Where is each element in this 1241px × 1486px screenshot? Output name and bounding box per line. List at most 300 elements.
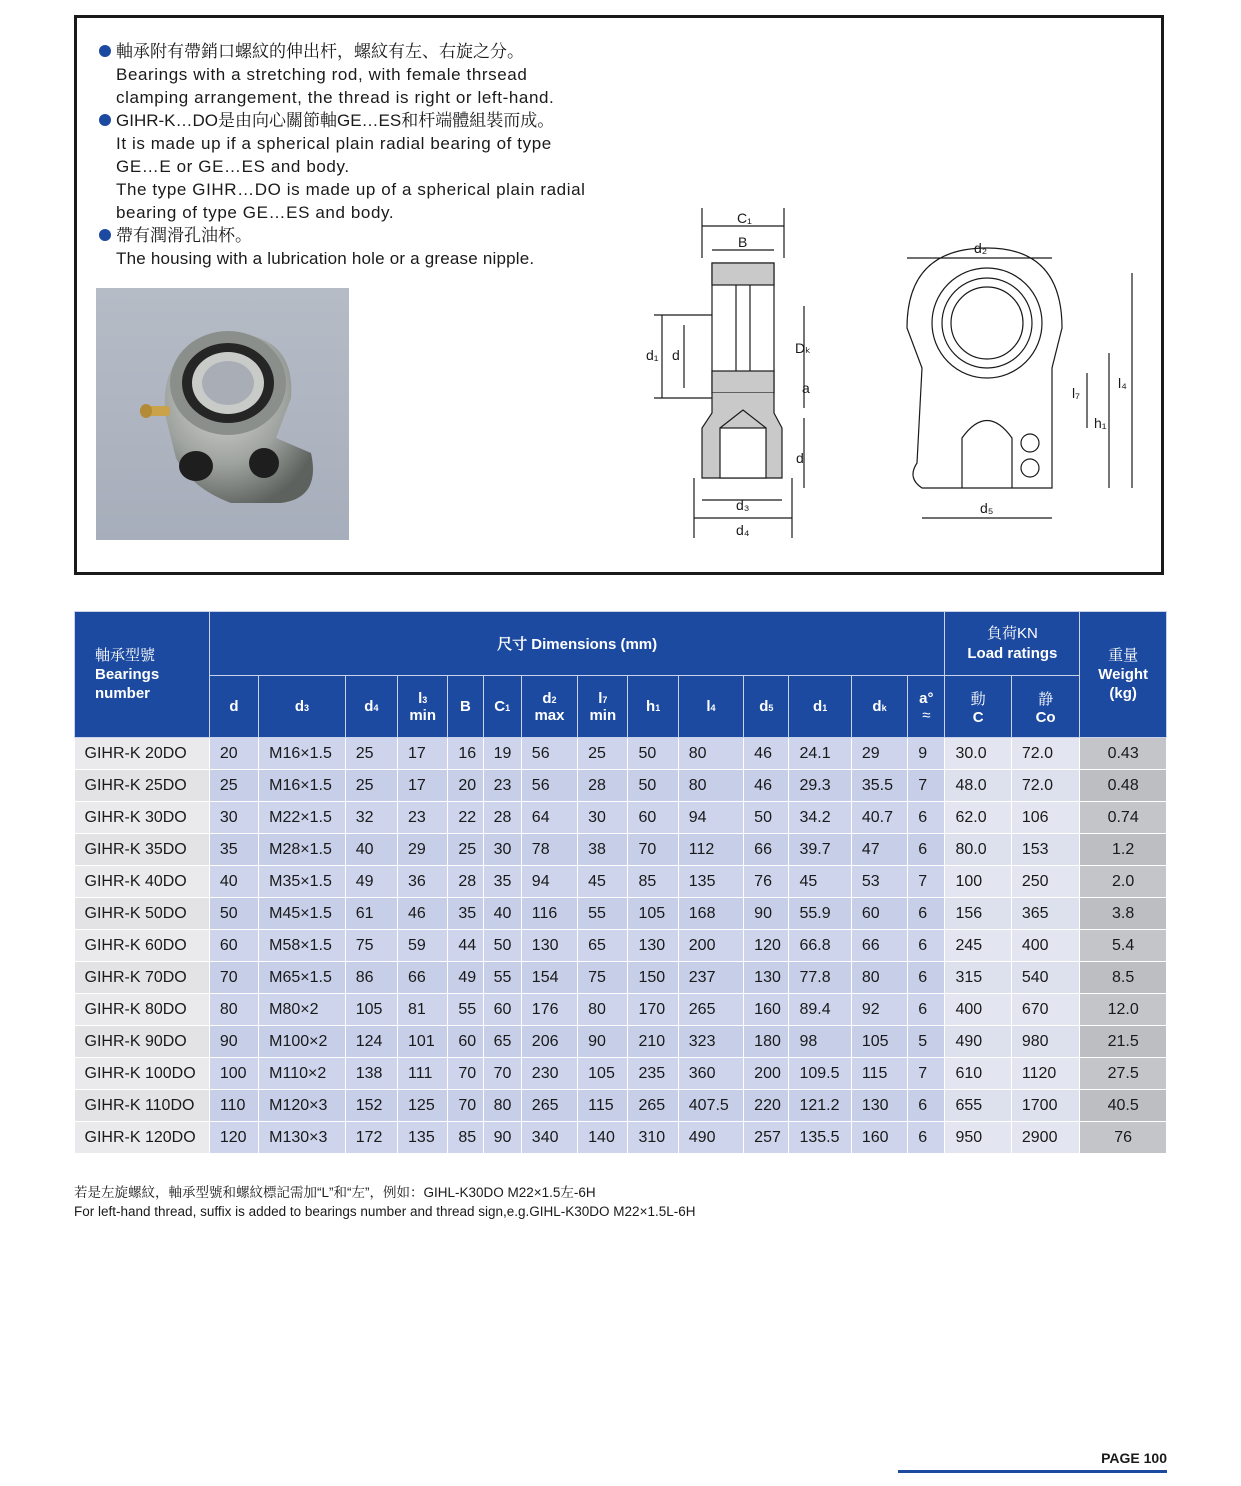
table-cell: 32 — [345, 802, 397, 834]
table-cell: 45 — [578, 866, 628, 898]
table-cell: 61 — [345, 898, 397, 930]
table-cell: M100×2 — [259, 1026, 346, 1058]
table-cell: 77.8 — [789, 962, 851, 994]
table-row — [75, 802, 1167, 834]
table-cell: 121.2 — [789, 1090, 851, 1122]
table-cell: 153 — [1011, 834, 1079, 866]
table-cell: 29 — [851, 738, 907, 770]
table-body — [75, 738, 1167, 1154]
table-cell: 28 — [483, 802, 521, 834]
table-cell: 237 — [678, 962, 743, 994]
table-cell: 135 — [398, 1122, 448, 1154]
table-cell: 65 — [578, 930, 628, 962]
table-cell: 100 — [209, 1058, 258, 1090]
table-cell: 60 — [851, 898, 907, 930]
table-cell: 50 — [483, 930, 521, 962]
table-cell: 55.9 — [789, 898, 851, 930]
table-row — [75, 962, 1167, 994]
col-h1: h1 — [628, 676, 678, 738]
label-d5: d₅ — [980, 500, 994, 516]
table-cell: 154 — [521, 962, 577, 994]
table-cell: 340 — [521, 1122, 577, 1154]
table-cell: 105 — [628, 898, 678, 930]
table-cell: 120 — [744, 930, 789, 962]
bullet-2-en-line1: It is made up if a spherical plain radial bearing of type — [116, 134, 552, 153]
table-cell: 220 — [744, 1090, 789, 1122]
table-cell: 50 — [744, 802, 789, 834]
table-cell: GIHR-K 90DO — [75, 1026, 210, 1058]
table-cell: 40.7 — [851, 802, 907, 834]
table-cell: 23 — [483, 770, 521, 802]
table-cell: 7 — [908, 1058, 945, 1090]
table-cell: 980 — [1011, 1026, 1079, 1058]
table-cell: 34.2 — [789, 802, 851, 834]
table-cell: 76 — [1080, 1122, 1167, 1154]
table-cell: 5.4 — [1080, 930, 1167, 962]
table-cell: 25 — [578, 738, 628, 770]
table-cell: 30 — [483, 834, 521, 866]
table-cell: 257 — [744, 1122, 789, 1154]
table-cell: M45×1.5 — [259, 898, 346, 930]
bullet-2 — [99, 109, 619, 132]
intro-text — [99, 40, 619, 270]
table-cell: 106 — [1011, 802, 1079, 834]
table-cell: 130 — [851, 1090, 907, 1122]
bullet-2-en-line3: The type GIHR…DO is made up of a spherical plain radial — [116, 180, 586, 199]
table-cell: 152 — [345, 1090, 397, 1122]
bullet-dot-icon — [99, 45, 111, 57]
table-cell: 62.0 — [945, 802, 1011, 834]
table-cell: 80 — [209, 994, 258, 1026]
table-cell: 490 — [678, 1122, 743, 1154]
col-d1: d1 — [789, 676, 851, 738]
table-cell: 49 — [448, 962, 483, 994]
table-cell: 49 — [345, 866, 397, 898]
bullet-2-en-line4: bearing of type GE…ES and body. — [116, 203, 395, 222]
table-cell: 6 — [908, 802, 945, 834]
table-cell: M58×1.5 — [259, 930, 346, 962]
label-a: a — [802, 380, 810, 396]
table-cell: 950 — [945, 1122, 1011, 1154]
technical-drawing — [632, 188, 1152, 558]
table-cell: 75 — [345, 930, 397, 962]
col-d2: d2 max — [521, 676, 577, 738]
col-d: d — [209, 676, 258, 738]
col-dynamic: 動 C — [945, 676, 1011, 738]
table-cell: 235 — [628, 1058, 678, 1090]
table-cell: 0.43 — [1080, 738, 1167, 770]
table-cell: 25 — [345, 770, 397, 802]
table-cell: 200 — [678, 930, 743, 962]
table-cell: 200 — [744, 1058, 789, 1090]
table-cell: 85 — [448, 1122, 483, 1154]
table-cell: 101 — [398, 1026, 448, 1058]
table-cell: 111 — [398, 1058, 448, 1090]
table-cell: 655 — [945, 1090, 1011, 1122]
table-cell: 45 — [789, 866, 851, 898]
table-cell: GIHR-K 70DO — [75, 962, 210, 994]
table-cell: 210 — [628, 1026, 678, 1058]
bullet-3-cn: 帶有潤滑孔油杯。 — [116, 226, 252, 245]
table-cell: 130 — [521, 930, 577, 962]
table-cell: 27.5 — [1080, 1058, 1167, 1090]
table-cell: 28 — [448, 866, 483, 898]
header-load — [945, 612, 1080, 676]
table-cell: 60 — [483, 994, 521, 1026]
table-cell: 94 — [678, 802, 743, 834]
table-cell: 53 — [851, 866, 907, 898]
table-cell: 20 — [448, 770, 483, 802]
table-row — [75, 866, 1167, 898]
table-cell: 138 — [345, 1058, 397, 1090]
table-cell: 66 — [398, 962, 448, 994]
table-row — [75, 1122, 1167, 1154]
table-cell: 130 — [628, 930, 678, 962]
table-cell: 94 — [521, 866, 577, 898]
bullet-2-cn: GIHR-K…DO是由向心關節軸GE…ES和杆端體組裝而成。 — [116, 111, 555, 130]
table-cell: 80 — [483, 1090, 521, 1122]
table-cell: 47 — [851, 834, 907, 866]
label-d1: d₁ — [646, 347, 659, 363]
label-b: B — [738, 234, 748, 250]
table-cell: 245 — [945, 930, 1011, 962]
table-cell: 50 — [628, 738, 678, 770]
bullet-3 — [99, 224, 619, 247]
label-l7: l₇ — [1072, 385, 1080, 401]
table-cell: 48.0 — [945, 770, 1011, 802]
table-cell: GIHR-K 120DO — [75, 1122, 210, 1154]
table-cell: 130 — [744, 962, 789, 994]
table-cell: 12.0 — [1080, 994, 1167, 1026]
table-cell: 407.5 — [678, 1090, 743, 1122]
table-cell: 400 — [1011, 930, 1079, 962]
table-cell: 46 — [744, 738, 789, 770]
table-cell: 265 — [521, 1090, 577, 1122]
table-cell: 86 — [345, 962, 397, 994]
col-d5: d5 — [744, 676, 789, 738]
table-cell: GIHR-K 80DO — [75, 994, 210, 1026]
table-cell: 50 — [628, 770, 678, 802]
header-load-cn: 負荷KN — [986, 624, 1038, 642]
table-cell: 40 — [483, 898, 521, 930]
table-cell: M16×1.5 — [259, 738, 346, 770]
table-cell: 35 — [209, 834, 258, 866]
table-cell: 100 — [945, 866, 1011, 898]
table-cell: 30 — [209, 802, 258, 834]
table-cell: 40 — [345, 834, 397, 866]
col-static: 静 Co — [1011, 676, 1079, 738]
label-d2: d₂ — [974, 240, 988, 256]
table-cell: 25 — [345, 738, 397, 770]
table-cell: 172 — [345, 1122, 397, 1154]
table-cell: 323 — [678, 1026, 743, 1058]
table-cell: 540 — [1011, 962, 1079, 994]
table-cell: 60 — [209, 930, 258, 962]
table-row — [75, 1026, 1167, 1058]
table-cell: 125 — [398, 1090, 448, 1122]
table-cell: M80×2 — [259, 994, 346, 1026]
table-cell: 60 — [448, 1026, 483, 1058]
table-cell: 70 — [209, 962, 258, 994]
table-cell: 180 — [744, 1026, 789, 1058]
table-cell: 70 — [483, 1058, 521, 1090]
col-dk: dk — [851, 676, 907, 738]
table-cell: 6 — [908, 962, 945, 994]
table-cell: 38 — [578, 834, 628, 866]
table-cell: 0.74 — [1080, 802, 1167, 834]
header-model-cn: 軸承型號 — [95, 647, 156, 664]
col-a: a° ≈ — [908, 676, 945, 738]
table-cell: 70 — [628, 834, 678, 866]
table-cell: 360 — [678, 1058, 743, 1090]
table-cell: GIHR-K 100DO — [75, 1058, 210, 1090]
table-cell: 6 — [908, 994, 945, 1026]
table-cell: 116 — [521, 898, 577, 930]
table-cell: 64 — [521, 802, 577, 834]
bullet-3-en: The housing with a lubrication hole or a grease nipple. — [116, 249, 535, 268]
table-cell: 85 — [628, 866, 678, 898]
table-cell: 90 — [209, 1026, 258, 1058]
table-cell: 120 — [209, 1122, 258, 1154]
table-cell: 115 — [851, 1058, 907, 1090]
table-cell: 176 — [521, 994, 577, 1026]
table-row — [75, 1090, 1167, 1122]
product-info-box — [74, 15, 1164, 575]
spec-table — [74, 611, 1167, 1154]
table-cell: 72.0 — [1011, 770, 1079, 802]
footnote-cn: 若是左旋螺紋，軸承型號和螺紋標記需加“L”和“左”，例如：GIHL-K30DO M22×1.5左-6H — [74, 1185, 596, 1200]
table-cell: 44 — [448, 930, 483, 962]
header-weight-en: Weight — [1098, 666, 1149, 683]
table-cell: 6 — [908, 1090, 945, 1122]
table-cell: GIHR-K 110DO — [75, 1090, 210, 1122]
table-cell: 40.5 — [1080, 1090, 1167, 1122]
table-cell: 29 — [398, 834, 448, 866]
table-cell: 25 — [448, 834, 483, 866]
header-weight — [1080, 612, 1167, 738]
table-cell: 670 — [1011, 994, 1079, 1026]
table-cell: 2900 — [1011, 1122, 1079, 1154]
table-cell: 65 — [483, 1026, 521, 1058]
table-cell: 21.5 — [1080, 1026, 1167, 1058]
table-cell: 1.2 — [1080, 834, 1167, 866]
table-row — [75, 930, 1167, 962]
col-b: B — [448, 676, 483, 738]
table-cell: M16×1.5 — [259, 770, 346, 802]
table-row — [75, 770, 1167, 802]
table-cell: 150 — [628, 962, 678, 994]
table-cell: 25 — [209, 770, 258, 802]
header-dimensions: 尺寸 Dimensions (mm) — [209, 612, 945, 676]
table-cell: 59 — [398, 930, 448, 962]
table-cell: 80 — [578, 994, 628, 1026]
table-cell: 23 — [398, 802, 448, 834]
table-cell: 46 — [398, 898, 448, 930]
table-cell: 160 — [744, 994, 789, 1026]
table-cell: 135.5 — [789, 1122, 851, 1154]
table-cell: 170 — [628, 994, 678, 1026]
table-cell: GIHR-K 30DO — [75, 802, 210, 834]
table-cell: 81 — [398, 994, 448, 1026]
table-cell: M22×1.5 — [259, 802, 346, 834]
table-cell: 7 — [908, 866, 945, 898]
table-cell: 75 — [578, 962, 628, 994]
table-cell: 80 — [851, 962, 907, 994]
table-cell: 66 — [851, 930, 907, 962]
table-cell: GIHR-K 25DO — [75, 770, 210, 802]
table-cell: 40 — [209, 866, 258, 898]
table-cell: 400 — [945, 994, 1011, 1026]
table-cell: 89.4 — [789, 994, 851, 1026]
label-dk: Dₖ — [795, 340, 812, 356]
table-cell: 90 — [483, 1122, 521, 1154]
table-cell: 46 — [744, 770, 789, 802]
label-h1: h₁ — [1094, 415, 1107, 431]
table-cell: 70 — [448, 1058, 483, 1090]
table-cell: 56 — [521, 770, 577, 802]
table-cell: 35.5 — [851, 770, 907, 802]
table-cell: 30 — [578, 802, 628, 834]
table-cell: GIHR-K 35DO — [75, 834, 210, 866]
page-rule — [898, 1470, 1167, 1473]
table-cell: 206 — [521, 1026, 577, 1058]
table-cell: M65×1.5 — [259, 962, 346, 994]
table-cell: 80 — [678, 738, 743, 770]
table-cell: 110 — [209, 1090, 258, 1122]
table-cell: 9 — [908, 738, 945, 770]
header-model-en1: Bearings — [95, 666, 160, 683]
bullet-1-en-line1: Bearings with a stretching rod, with female thrsead — [116, 65, 528, 84]
table-cell: 105 — [345, 994, 397, 1026]
footnote — [74, 1183, 695, 1221]
table-row — [75, 994, 1167, 1026]
table-cell: 115 — [578, 1090, 628, 1122]
col-d4: d4 — [345, 676, 397, 738]
table-cell: 29.3 — [789, 770, 851, 802]
bullet-1-en-line2: clamping arrangement, the thread is right or left-hand. — [116, 88, 555, 107]
table-cell: 168 — [678, 898, 743, 930]
table-cell: 20 — [209, 738, 258, 770]
table-cell: 8.5 — [1080, 962, 1167, 994]
table-cell: 310 — [628, 1122, 678, 1154]
table-cell: 30.0 — [945, 738, 1011, 770]
col-c1: C1 — [483, 676, 521, 738]
table-cell: 35 — [448, 898, 483, 930]
bullet-1 — [99, 40, 619, 63]
header-model-en2: number — [95, 685, 151, 702]
label-c1: C₁ — [737, 210, 752, 226]
table-cell: 6 — [908, 898, 945, 930]
table-cell: 109.5 — [789, 1058, 851, 1090]
label-d-side: d — [672, 347, 680, 363]
table-cell: 50 — [209, 898, 258, 930]
bullet-dot-icon — [99, 114, 111, 126]
table-cell: 112 — [678, 834, 743, 866]
table-cell: M35×1.5 — [259, 866, 346, 898]
label-l4: l₄ — [1118, 375, 1127, 391]
table-cell: 17 — [398, 770, 448, 802]
table-cell: 6 — [908, 1122, 945, 1154]
table-cell: 610 — [945, 1058, 1011, 1090]
table-cell: 55 — [483, 962, 521, 994]
header-weight-cn: 重量 — [1108, 647, 1139, 664]
table-cell: 265 — [678, 994, 743, 1026]
header-weight-unit: (kg) — [1109, 685, 1137, 702]
table-row — [75, 738, 1167, 770]
table-cell: 72.0 — [1011, 738, 1079, 770]
table-cell: 35 — [483, 866, 521, 898]
table-row — [75, 1058, 1167, 1090]
table-cell: 365 — [1011, 898, 1079, 930]
bullet-dot-icon — [99, 229, 111, 241]
table-cell: 80 — [678, 770, 743, 802]
footnote-en: For left-hand thread, suffix is added to bearings number and thread sign,e.g.GIHL-K30DO M22×1.5L-6H — [74, 1204, 696, 1219]
table-cell: 90 — [744, 898, 789, 930]
table-cell: 39.7 — [789, 834, 851, 866]
table-cell: 90 — [578, 1026, 628, 1058]
table-row — [75, 834, 1167, 866]
label-d-bottom: d — [796, 450, 804, 466]
table-cell: M110×2 — [259, 1058, 346, 1090]
header-load-en: Load ratings — [967, 644, 1058, 662]
table-cell: 70 — [448, 1090, 483, 1122]
table-cell: 28 — [578, 770, 628, 802]
table-cell: 78 — [521, 834, 577, 866]
table-cell: 24.1 — [789, 738, 851, 770]
table-cell: 92 — [851, 994, 907, 1026]
table-cell: 105 — [851, 1026, 907, 1058]
table-cell: 0.48 — [1080, 770, 1167, 802]
header-model — [75, 612, 210, 738]
table-cell: 250 — [1011, 866, 1079, 898]
table-cell: 135 — [678, 866, 743, 898]
table-cell: 17 — [398, 738, 448, 770]
label-d3: d₃ — [736, 497, 750, 513]
table-cell: 3.8 — [1080, 898, 1167, 930]
table-cell: 124 — [345, 1026, 397, 1058]
col-l7: l7 min — [578, 676, 628, 738]
table-cell: 7 — [908, 770, 945, 802]
table-cell: 6 — [908, 834, 945, 866]
table-cell: 36 — [398, 866, 448, 898]
col-l4: l4 — [678, 676, 743, 738]
table-cell: 56 — [521, 738, 577, 770]
table-cell: M28×1.5 — [259, 834, 346, 866]
table-cell: 19 — [483, 738, 521, 770]
table-cell: 66 — [744, 834, 789, 866]
table-cell: 55 — [448, 994, 483, 1026]
table-cell: 98 — [789, 1026, 851, 1058]
table-cell: GIHR-K 50DO — [75, 898, 210, 930]
table-cell: 2.0 — [1080, 866, 1167, 898]
table-cell: 105 — [578, 1058, 628, 1090]
table-cell: 22 — [448, 802, 483, 834]
table-cell: 230 — [521, 1058, 577, 1090]
product-photo — [96, 288, 349, 540]
table-cell: 16 — [448, 738, 483, 770]
table-cell: 5 — [908, 1026, 945, 1058]
table-cell: M120×3 — [259, 1090, 346, 1122]
table-cell: 1700 — [1011, 1090, 1079, 1122]
table-cell: 156 — [945, 898, 1011, 930]
table-cell: 1120 — [1011, 1058, 1079, 1090]
table-cell: 60 — [628, 802, 678, 834]
table-cell: 140 — [578, 1122, 628, 1154]
bullet-1-cn: 軸承附有帶銷口螺紋的伸出杆，螺紋有左、右旋之分。 — [116, 42, 524, 61]
table-cell: GIHR-K 20DO — [75, 738, 210, 770]
col-d3: d3 — [259, 676, 346, 738]
table-cell: 55 — [578, 898, 628, 930]
